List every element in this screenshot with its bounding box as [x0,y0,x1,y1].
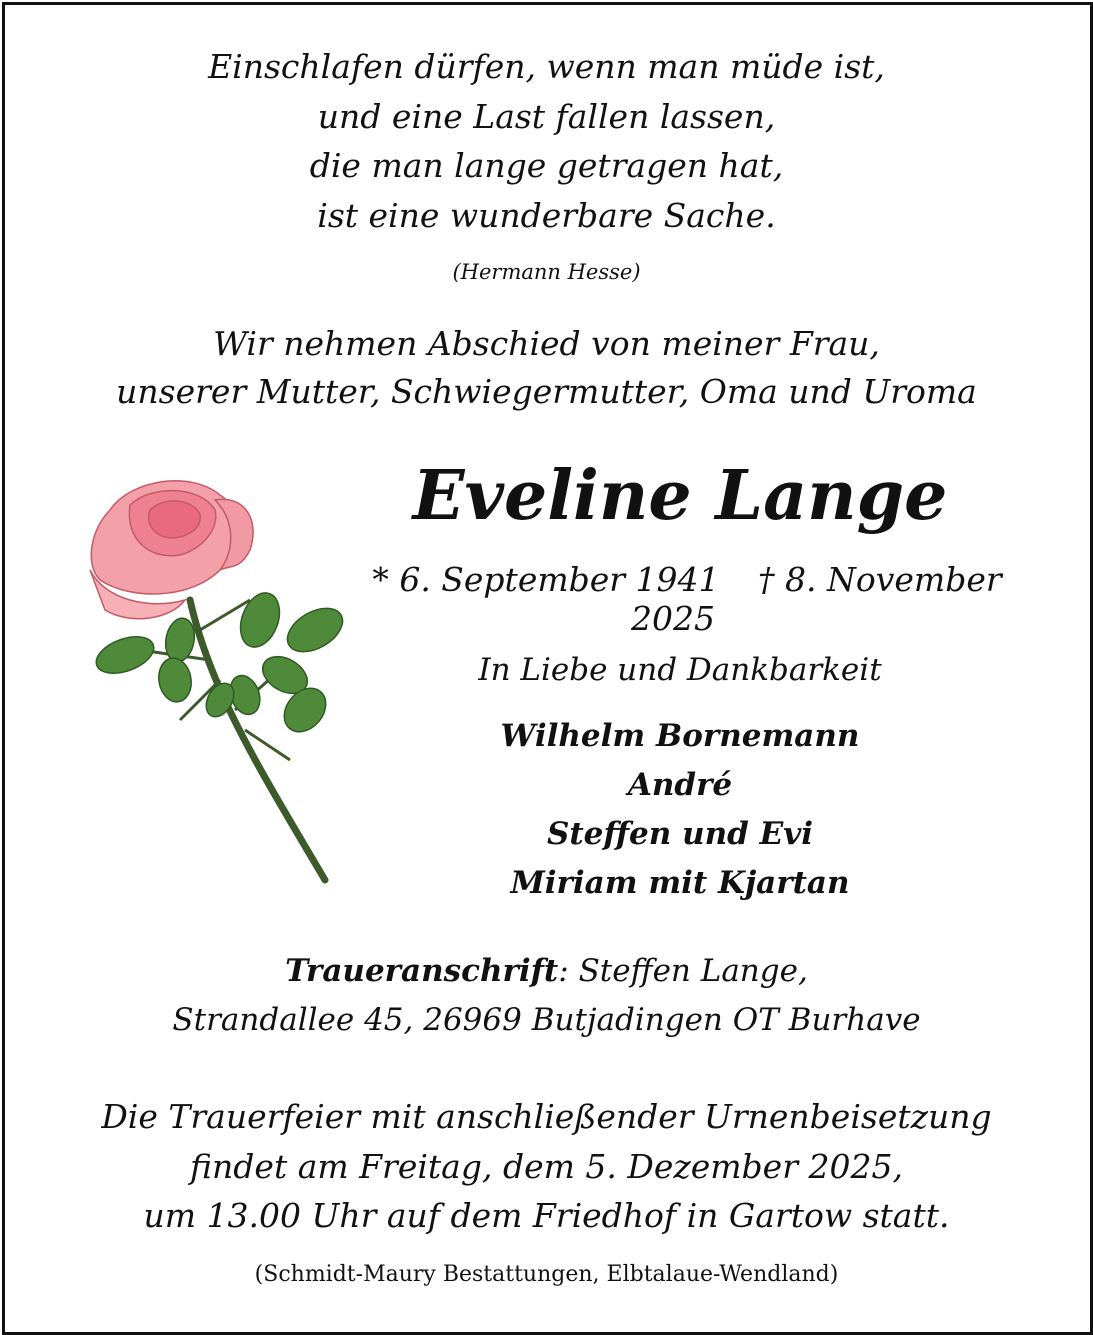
ceremony-line: um 13.00 Uhr auf dem Friedhof in Gartow statt. [143,1196,950,1235]
funeral-home: (Schmidt-Maury Bestattungen, Elbtalaue-Wendland) [254,1262,839,1287]
mourner-name: Wilhelm Bornemann [500,718,860,754]
poem-author: (Hermann Hesse) [452,260,641,284]
death-date: † 8. November 2025 [631,560,1002,638]
ceremony-line: Die Trauerfeier mit anschließender Urnenbeisetzung [101,1097,992,1136]
intro-line: unserer Mutter, Schwiegermutter, Oma und Uroma [116,372,977,411]
birth-date: * 6. September 1941 [372,560,720,599]
ceremony-info [0,1092,1093,1241]
farewell-intro [0,320,1093,416]
intro-line: Wir nehmen Abschied von meiner Frau, [213,324,880,363]
mourning-address [0,947,1093,1045]
poem-line: Einschlafen dürfen, wenn man müde ist, [208,47,885,86]
rose-icon [70,470,360,890]
mourners-intro: In Liebe und Dankbarkeit [478,652,882,688]
address-street: Strandallee 45, 26969 Butjadingen OT Burhave [172,1002,921,1038]
ceremony-line: findet am Freitag, dem 5. Dezember 2025, [190,1146,903,1186]
mourner-name: André [627,767,733,803]
address-line [0,947,1093,996]
mourner-name: Miriam mit Kjartan [510,865,850,901]
poem-line: und eine Last fallen lassen, [317,96,776,136]
address-separator: : [558,953,569,989]
address-label: Traueranschrift [285,953,559,989]
deceased-name: Eveline Lange [412,456,948,536]
poem-line: die man lange getragen hat, [309,146,784,185]
mourners-list [330,712,1030,908]
address-name: Steffen Lange, [568,953,808,989]
mourner-name: Steffen und Evi [546,816,814,852]
poem-line: ist eine wunderbare Sache. [317,195,776,235]
poem [0,42,1093,240]
life-dates [340,560,1020,638]
